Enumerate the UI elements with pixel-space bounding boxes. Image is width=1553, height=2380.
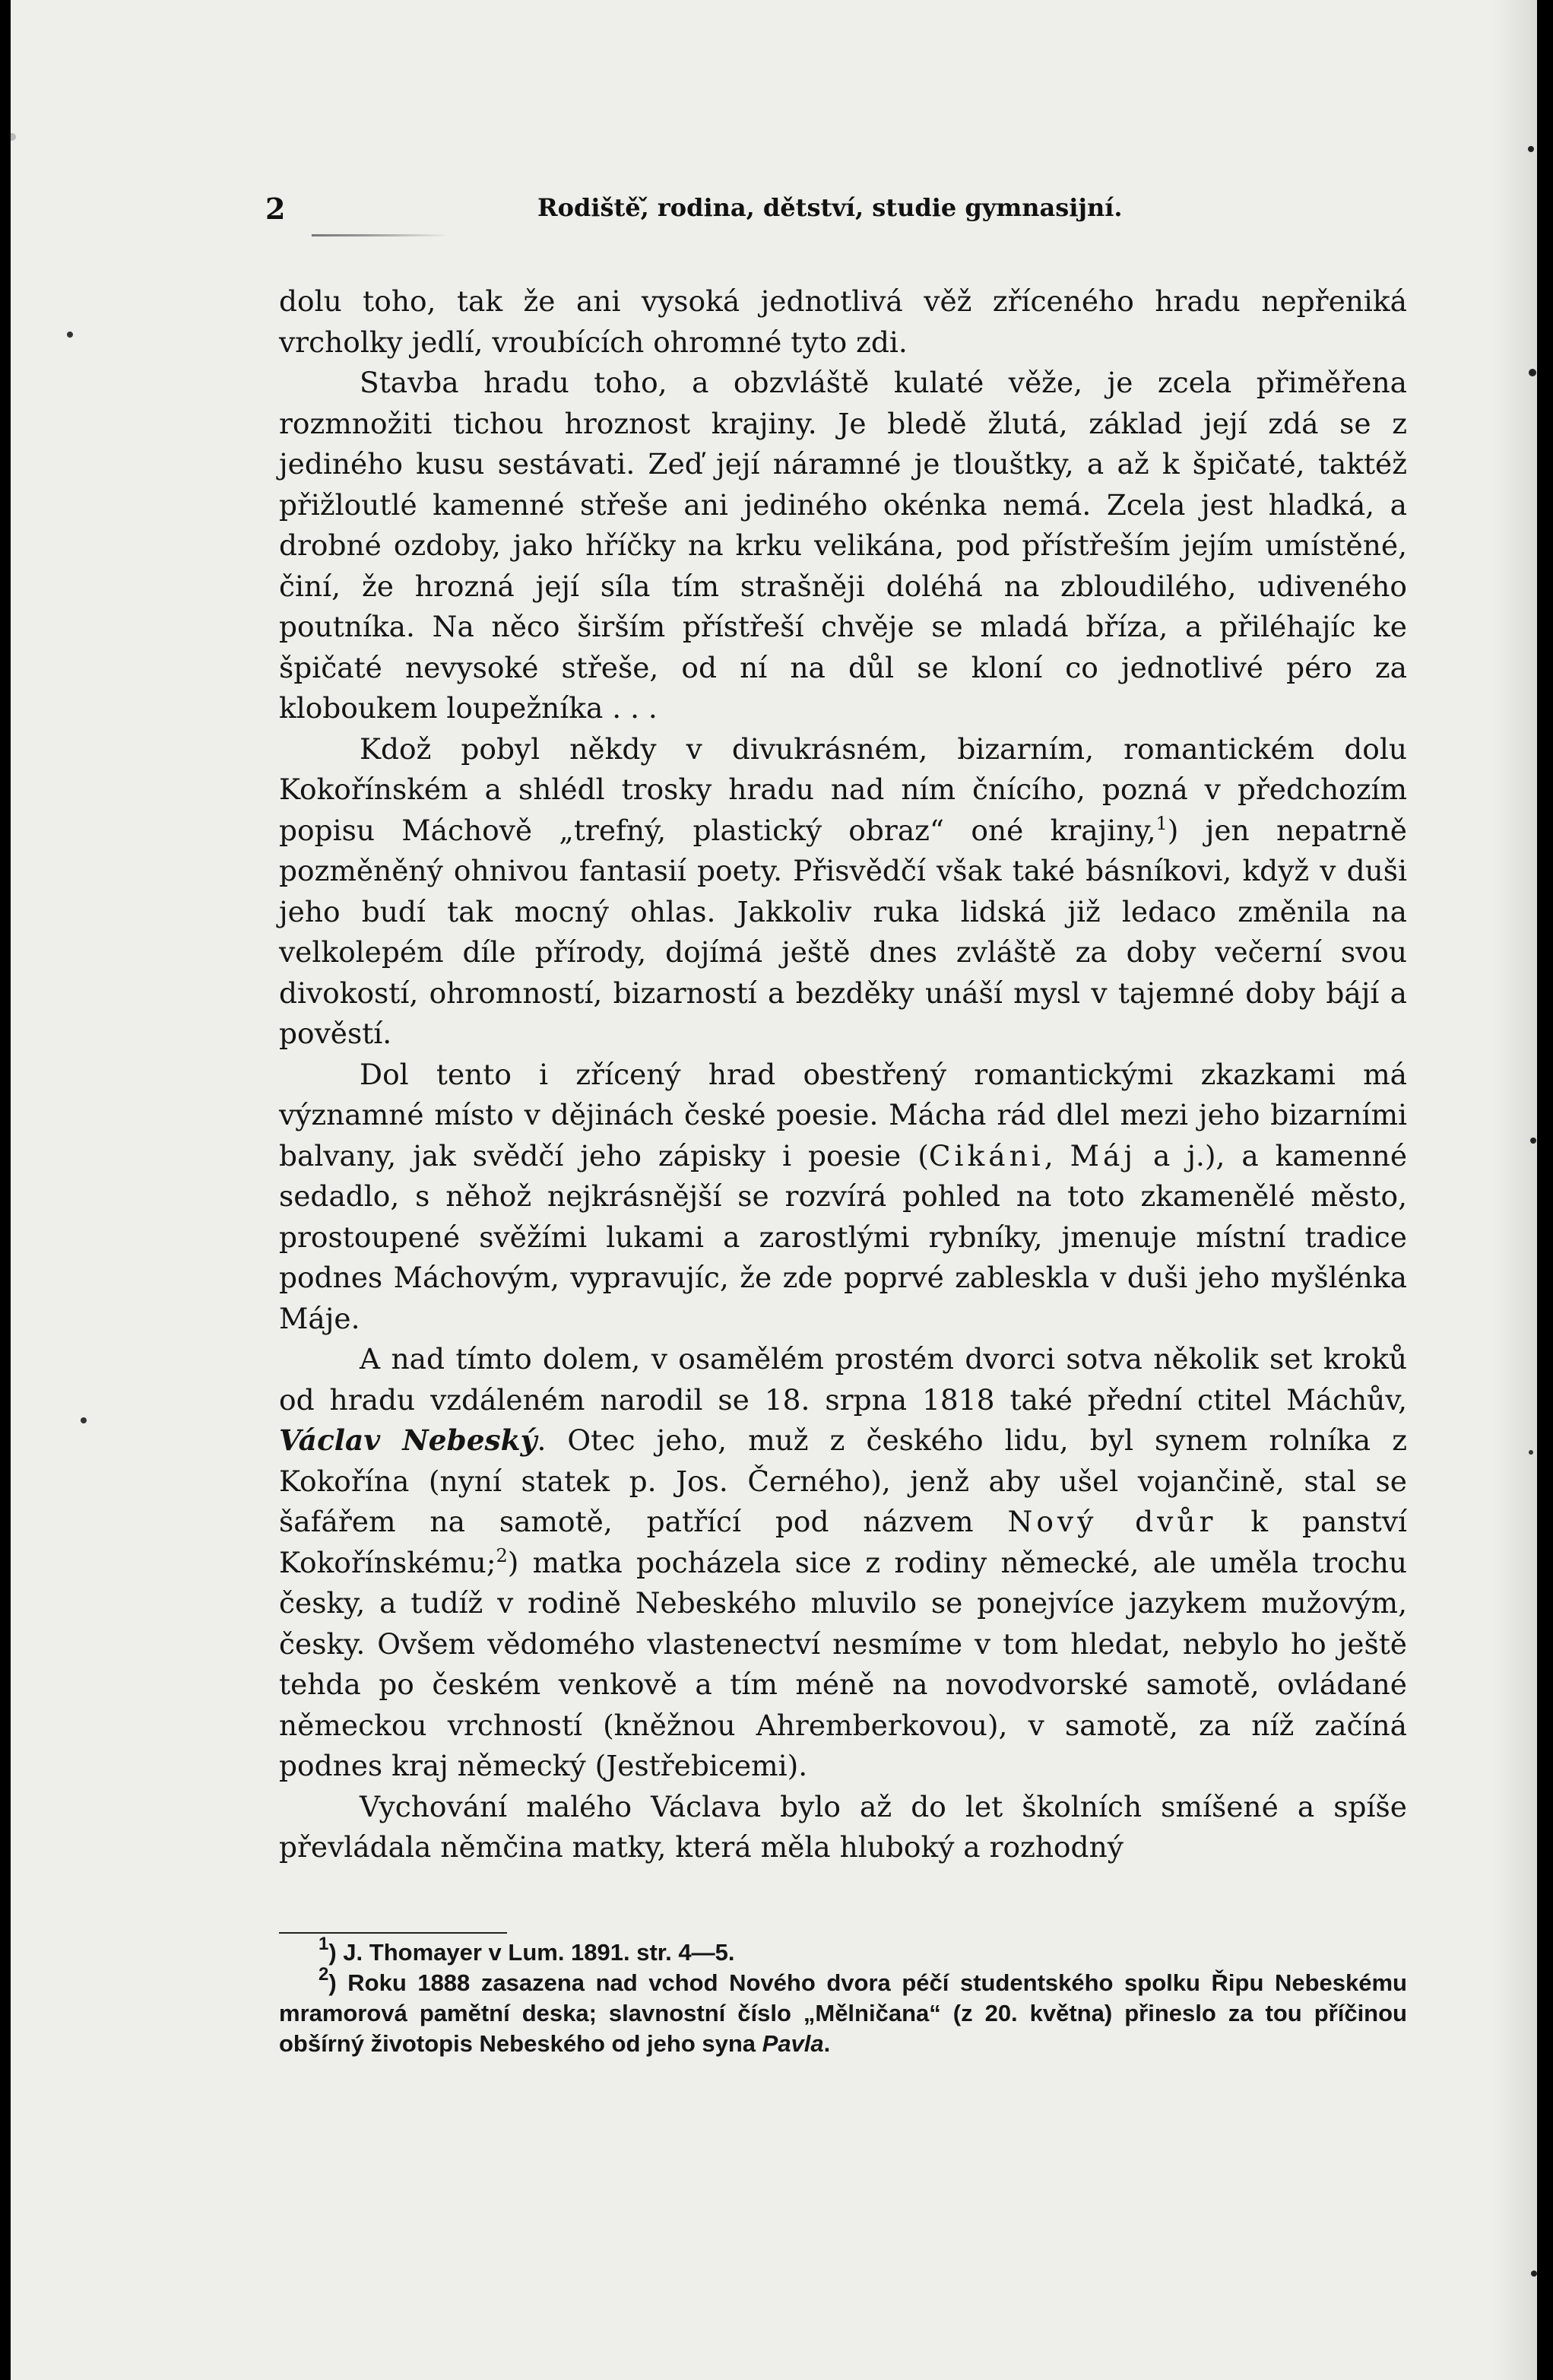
paragraph-5 [279, 1339, 1407, 1787]
paragraph-4-text-c: a j.), a kamenné sedadlo, s něhož nejkrásnější se rozvírá pohled na toto zkamenělé město, prostoupené svěžími lukami a zarostlými rybníky, jmenuje místní tradice podnes Máchovým, vypravujíc, že zde poprvé zableskla v duši jeho myšlénka Máje. [279, 1138, 1408, 1335]
book-page [11, 0, 1537, 2380]
header-ink-mark [312, 234, 448, 236]
paragraph-5-text-b: . Otec jeho, muž z českého lidu, byl synem rolníka z Kokořína (nyní statek p. Jos. Černého), jenž aby ušel vojančině, stal se šafářem na samotě, patřící pod názvem [279, 1423, 1407, 1538]
paragraph-5-text-d: ) matka pocházela sice z rodiny německé, ale uměla trochu česky, a tudíž v rodině Nebeského mluvilo se ponejvíce jazykem mužovým, česky. Ovšem vědomého vlastenectví nesmíme v tom hledat, nebylo ho ještě tehda po českém venkově a tím méně na novodvorské samotě, ovládané německou vrchností (kněžnou Ahremberkovou), v samotě, za níž začíná podnes kraj německý (Jestřebicemi). [279, 1545, 1407, 1782]
paragraph-3 [279, 729, 1407, 1055]
footnote-2-name: Pavla [762, 2030, 824, 2057]
paragraph-4-text-b: , [1044, 1138, 1070, 1173]
work-title-cikani: Cikáni [928, 1138, 1044, 1173]
footnote-2-end: . [823, 2030, 831, 2057]
paragraph-4 [279, 1055, 1407, 1340]
footnotes [279, 1934, 1407, 2059]
running-title: Rodiště,̌ rodina, dětství, studie gymnasijní. [537, 193, 1123, 222]
paragraph-6: Vychování malého Václava bylo až do let školních smíšené a spíše převládala němčina matky, která měla hluboký a rozhodný [279, 1789, 1407, 1864]
paragraph-5-text-a: A nad tímto dolem, v osamělém prostém dvorci sotva několik set kroků od hradu vzdáleném narodil se 18. srpna 1818 také přední ctitel Máchův, [279, 1342, 1407, 1417]
footnote-1-mark: 1 [319, 1934, 329, 1954]
work-title-maj: Máj [1070, 1138, 1137, 1173]
footnote-1 [279, 1934, 1407, 1968]
footnote-divider [279, 1932, 507, 1934]
footnote-2-mark: 2 [319, 1964, 329, 1985]
name-vaclav-nebesky: Václav Nebeský [279, 1423, 537, 1457]
paragraph-3-text-a: Kdož pobyl někdy v divukrásném, bizarním, romantickém dolu Kokořínském a shlédl trosky hradu nad ním čnícího, pozná v předchozím popisu Máchově „trefný, plastický obraz“ oné krajiny, [279, 731, 1407, 847]
place-novy-dvur: Nový dvůr [1007, 1505, 1217, 1538]
paragraph-5-text-c: k panství Kokořínskému; [279, 1505, 1407, 1579]
main-text [279, 281, 1407, 1868]
footnote-1-text: ) J. Thomayer v Lum. 1891. str. 4—5. [328, 1939, 735, 1966]
page-header [265, 192, 1406, 230]
paragraph-3-text-b: ) jen nepatrně pozměněný ohnivou fantasií poety. Přisvědčí však také básníkovi, když v duši jeho budí tak mocný ohlas. Jakkoliv ruka lidská již ledaco změnila na velkolepém díle přírody, dojímá ještě dnes zvláště za doby večerní svou divokostí, ohromností, bizarností a bezděky unáší mysl v tajemné doby bájí a pověstí. [279, 813, 1407, 1050]
paragraph-4-text-a: Dol tento i zřícený hrad obestřený romantickými zkazkami má významné místo v dějinách české poesie. Mácha rád dlel mezi jeho bizarními balvany, jak svědčí jeho zápisky i poesie ( [279, 1057, 1407, 1173]
footnote-ref-2: 2 [496, 1544, 508, 1566]
paragraph-2: Stavba hradu toho, a obzvláště kulaté věže, je zcela přiměřena rozmnožiti tichou hroznost krajiny. Je bledě žlutá, základ její zdá se z jediného kusu sestávati. Zeď její náramné je tlouštky, a až k špičaté, taktéž přižloutlé kamenné střeše ani jediného okénka nemá. Zcela jest hladká, a drobné ozdoby, jako hříčky na krku velikána, pod přístřeším jejím umístěné, činí, že hrozná její síla tím strašněji doléhá na zbloudilého, udiveného poutníka. Na něco širším přístřeší chvěje se mladá bříza, a přiléhajíc ke špičaté nevysoké střeše, od ní na důl se kloní co jednotlivé péro za kloboukem loupežníka . . . [279, 366, 1407, 725]
footnote-2 [279, 1964, 1407, 2059]
paragraph-1: dolu toho, tak že ani vysoká jednotlivá věž zříceného hradu nepřeniká vrcholky jedlí, vroubících ohromné tyto zdi. [279, 284, 1407, 359]
footnote-2-text: ) Roku 1888 zasazena nad vchod Nového dvora péčí studentského spolku Řipu Nebeskému mramorová pamětní deska; slavnostní číslo „Mělničana“ (z 20. května) přineslo za tou příčinou obšírný životopis Nebeského od jeho syna [279, 1969, 1407, 2057]
page-number: 2 [265, 192, 286, 226]
footnote-ref-1: 1 [1155, 812, 1168, 834]
